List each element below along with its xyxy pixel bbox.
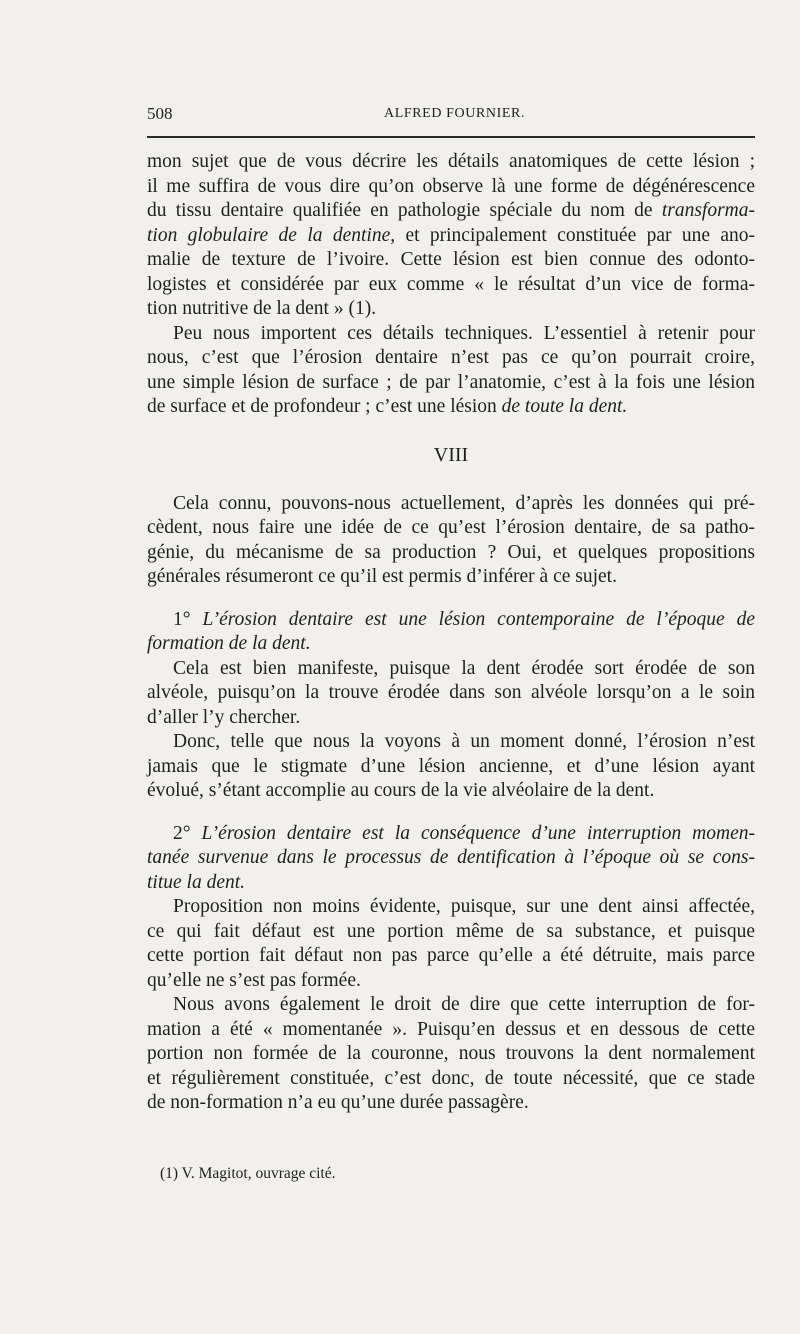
text-line: jamais que le stigmate d’une lésion ancienne, et d’une lésion ayant [147, 755, 755, 777]
text-line: Donc, telle que nous la voyons à un moment donné, l’érosion n’est [173, 731, 755, 752]
text-line: une simple lésion de surface ; de par l’anatomie, c’est à la fois une lésion [147, 371, 755, 393]
proposition-heading: titue la dent. [147, 871, 246, 893]
page-body [147, 150, 755, 1116]
text-line: ce qui fait défaut est une portion même de sa substance, et puisque [147, 920, 755, 942]
proposition-heading: 1° L’érosion dentaire est une lésion contemporaine de l’époque de [173, 608, 755, 630]
text-line: qu’elle ne s’est pas formée. [147, 969, 361, 991]
text-line: de surface et de profondeur ; c’est une lésion de toute la dent. [147, 396, 628, 417]
text-line: mon sujet que de vous décrire les détails anatomiques de cette lésion ; [147, 151, 755, 172]
text-line: cette portion fait défaut non pas parce qu’elle a été détruite, mais parce [147, 945, 755, 966]
text-line: malie de texture de l’ivoire. Cette lésion est bien connue des odonto- [147, 249, 755, 270]
text-line: tion globulaire de la dentine, et principalement constituée par une ano- [147, 224, 755, 246]
text-line: Cela connu, pouvons-nous actuellement, d’après les données qui pré- [173, 492, 755, 514]
text-line: alvéole, puisqu’on la trouve érodée dans son alvéole lorsqu’on a le soin [147, 682, 755, 703]
text-line: Cela est bien manifeste, puisque la dent érodée sort érodée de son [173, 657, 755, 679]
page-header [147, 104, 755, 126]
page-number: 508 [147, 104, 173, 123]
text-line: évolué, s’étant accomplie au cours de la vie alvéolaire de la dent. [147, 780, 655, 801]
section-heading: VIII [433, 443, 469, 466]
text-line: Proposition non moins évidente, puisque, sur une dent ainsi affectée, [173, 896, 755, 917]
footnote: (1) V. Magitot, ouvrage cité. [160, 1165, 336, 1182]
text-line: portion non formée de la couronne, nous trouvons la dent normalement [147, 1043, 755, 1064]
proposition-heading: tanée survenue dans le processus de dentification à l’époque où se cons- [147, 847, 755, 868]
text-line: Peu nous importent ces détails techniques. L’essentiel à retenir pour [173, 322, 755, 344]
text-line: du tissu dentaire qualifiée en pathologie spéciale du nom de transforma- [147, 200, 755, 221]
text-line: de non-formation n’a eu qu’une durée passagère. [147, 1092, 529, 1113]
text-line: tion nutritive de la dent » (1). [147, 298, 377, 319]
proposition-heading: formation de la dent. [147, 633, 311, 654]
text-line: génie, du mécanisme de sa production ? Oui, et quelques propositions [147, 541, 755, 563]
text-line: générales résumeront ce qu’il est permis d’inférer à ce sujet. [147, 566, 617, 587]
text-line: logistes et considérée par eux comme « le résultat d’un vice de forma- [147, 273, 755, 295]
text-line: Nous avons également le droit de dire que cette interruption de for- [173, 994, 755, 1015]
text-line: nous, c’est que l’érosion dentaire n’est pas ce qu’on pourrait croire, [147, 347, 755, 368]
running-head: ALFRED FOURNIER. [384, 106, 526, 121]
text-line: il me suffira de vous dire qu’on observe là une forme de dégénérescence [147, 175, 755, 197]
header-rule [147, 136, 755, 138]
text-line: cèdent, nous faire une idée de ce qu’est l’érosion dentaire, de sa patho- [147, 517, 755, 538]
text-line: et régulièrement constituée, c’est donc, de toute nécessité, que ce stade [147, 1067, 755, 1089]
proposition-heading: 2° L’érosion dentaire est la conséquence d’une interruption momen- [173, 822, 755, 844]
text-line: mation a été « momentanée ». Puisqu’en dessus et en dessous de cette [147, 1018, 755, 1040]
text-line: d’aller l’y chercher. [147, 706, 301, 728]
